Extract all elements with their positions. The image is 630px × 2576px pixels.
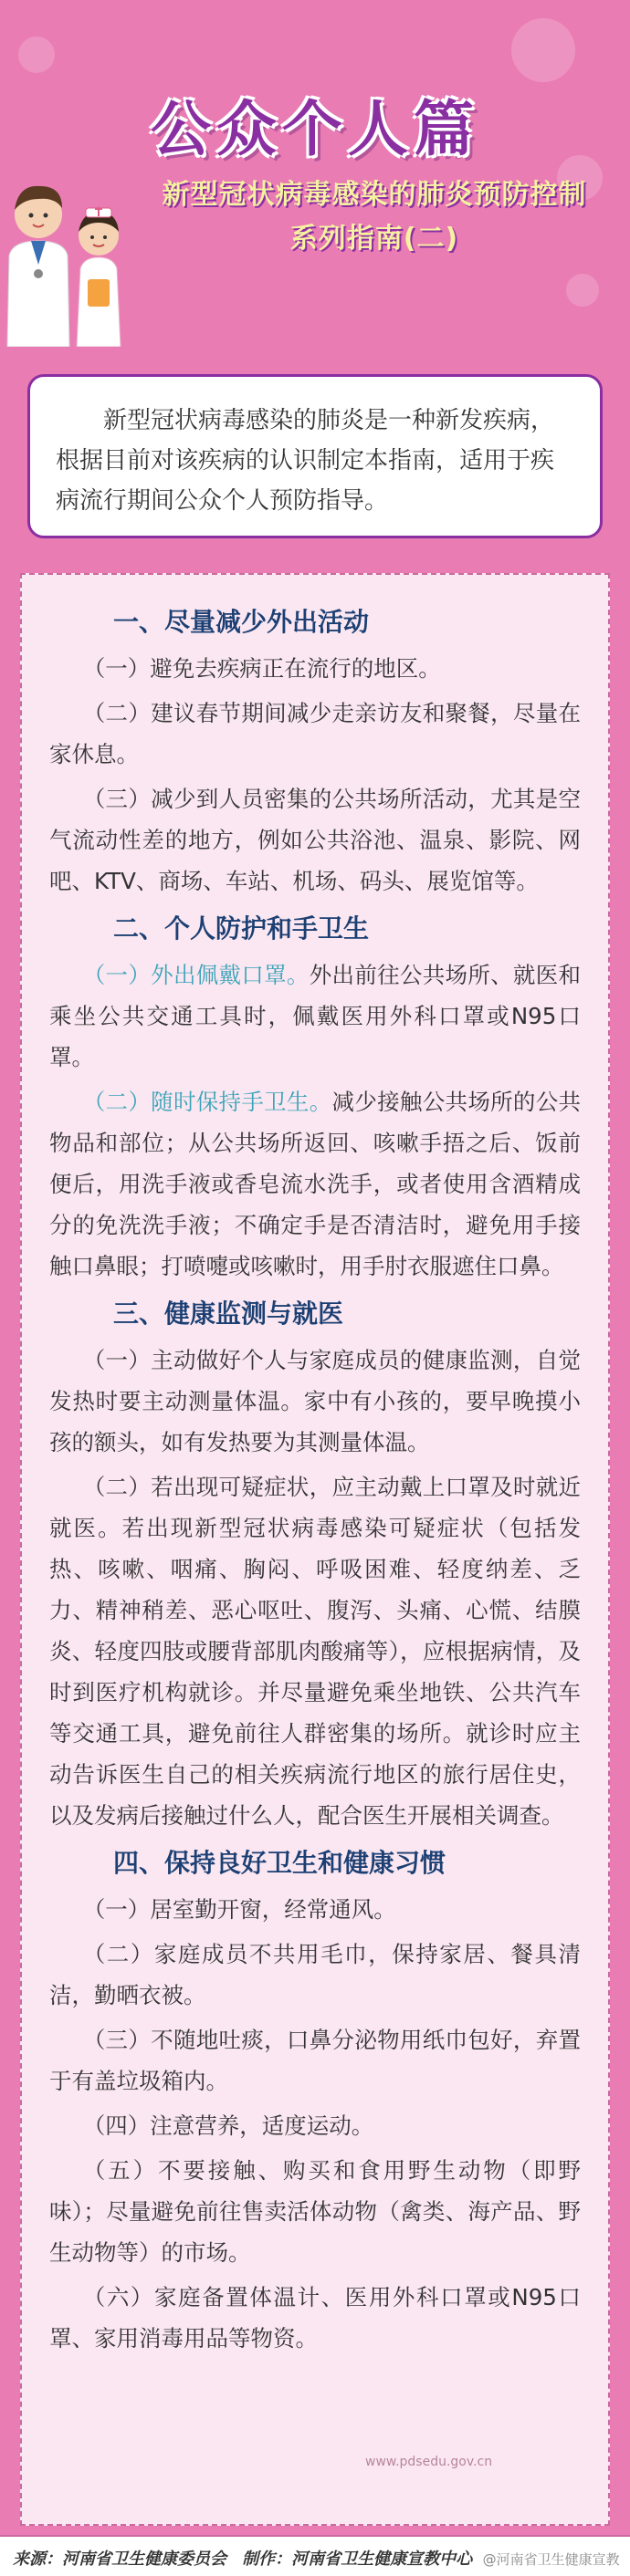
section-title: 一、尽量减少外出活动 <box>113 607 370 637</box>
footer-source: 河南省卫生健康委员会 <box>62 2550 226 2569</box>
doctor-nurse-illustration <box>0 164 137 347</box>
intro-text: 新型冠状病毒感染的肺炎是一种新发疾病，根据目前对该疾病的认识制定本指南，适用于疾病流行期间公众个人预防指导。 <box>56 407 555 515</box>
paragraph: （二）若出现可疑症状，应主动戴上口罩及时就近就医。若出现新型冠状病毒感染可疑症状（包括发热、咳嗽、咽痛、胸闷、呼吸困难、轻度纳差、乏力、精神稍差、恶心呕吐、腹泻、头痛、心慌、结膜炎、轻度四肢或腰背部肌肉酸痛等），应根据病情，及时到医疗机构就诊。并尽量避免乘坐地铁、公共汽车等交通工具，避免前往人群密集的场所。就诊时应主动告诉医生自己的相关疾病流行地区的旅行居住史，以及发病后接触过什么人，配合医生开展相关调查。 <box>49 1474 581 1829</box>
paragraph: （一）居室勤开窗，经常通风。 <box>82 1896 396 1923</box>
section-title: 三、健康监测与就医 <box>113 1298 344 1329</box>
paragraph: （六）家庭备置体温计、医用外科口罩或N95口罩、家用消毒用品等物资。 <box>49 2284 581 2352</box>
intro-box <box>27 374 603 538</box>
header <box>0 0 630 347</box>
footer-weibo: @河南省卫生健康宣教 <box>482 2551 620 2568</box>
paragraph: （一）主动做好个人与家庭成员的健康监测，自觉发热时要主动测量体温。家中有小孩的，要早晚摸小孩的额头，如有发热要为其测量体温。 <box>49 1347 581 1455</box>
paragraph: （四）注意营养，适度运动。 <box>82 2112 374 2139</box>
footer <box>0 2535 630 2576</box>
paragraph-body: 外出前往公共场所、就医和乘坐公共交通工具时，佩戴医用外科口罩或N95口罩。 <box>49 962 582 1070</box>
footer-maker-label: 制作： <box>242 2550 292 2569</box>
guideline-content <box>20 573 610 2526</box>
paragraph-body: 减少接触公共场所的公共物品和部位；从公共场所返回、咳嗽手捂之后、饭前便后，用洗手液或香皂流水洗手，或者使用含酒精成分的免洗洗手液；不确定手是否清洁时，避免用手接触口鼻眼；打喷嚏或咳嗽时，用手肘衣服遮住口鼻。 <box>49 1089 582 1279</box>
paragraph <box>49 954 581 1078</box>
paragraph <box>49 1081 581 1287</box>
section-title: 四、保持良好卫生和健康习惯 <box>113 1848 446 1878</box>
section-title: 二、个人防护和手卫生 <box>113 913 370 944</box>
paragraph: （三）不随地吐痰，口鼻分泌物用纸巾包好，弃置于有盖垃圾箱内。 <box>49 2027 581 2094</box>
page-title: 公众个人篇 <box>151 94 479 164</box>
paragraph: （五）不要接触、购买和食用野生动物（即野味）；尽量避免前往售卖活体动物（禽类、海产品、野生动物等）的市场。 <box>49 2157 581 2266</box>
highlight-text: （一）外出佩戴口罩。 <box>82 962 310 988</box>
watermark: www.pdsedu.gov.cn <box>365 2455 493 2469</box>
footer-source-label: 来源： <box>13 2550 62 2569</box>
subtitle-line2: 系列指南(二) <box>289 223 459 255</box>
footer-maker: 河南省卫生健康宣教中心 <box>291 2550 473 2569</box>
subtitle-line1: 新型冠状病毒感染的肺炎预防控制 <box>162 179 587 211</box>
paragraph: （二）家庭成员不共用毛巾，保持家居、餐具清洁，勤晒衣被。 <box>49 1941 581 2008</box>
paragraph: （二）建议春节期间减少走亲访友和聚餐，尽量在家休息。 <box>49 700 581 767</box>
paragraph: （一）避免去疾病正在流行的地区。 <box>82 655 441 682</box>
paragraph: （三）减少到人员密集的公共场所活动，尤其是空气流动性差的地方，例如公共浴池、温泉、影院、网吧、KTV、商场、车站、机场、码头、展览馆等。 <box>49 786 581 894</box>
highlight-text: （二）随时保持手卫生。 <box>82 1089 332 1115</box>
